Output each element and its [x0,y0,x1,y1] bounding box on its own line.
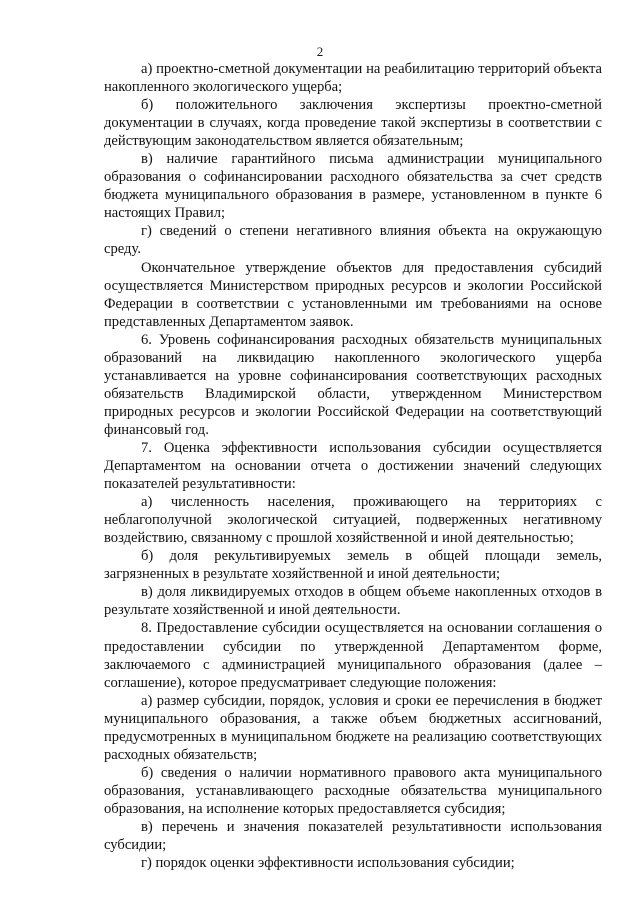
paragraph-8: 8. Предоставление субсидии осуществляется на основании соглашения о предоставлении субсидии по утвержденной Департаментом форме, заключаемого с администрацией муниципального образования (далее – соглашение), которое предусматривает следующие положения: [104,620,602,691]
paragraph-8v: в) перечень и значения показателей результативности использования субсидии; [104,818,602,854]
paragraph-6: 6. Уровень софинансирования расходных обязательств муниципальных образований на ликвидацию накопленного экологического ущерба устанавливается на уровне софинансирования соответствующих расходных обязательств Владимирской области, утвержденном Министерством природных ресурсов и экологии Российской Федерации на соответствующий финансовый год. [104,331,602,438]
paragraph-7a: а) численность населения, проживающего на территориях с неблагополучной экологической ситуацией, подверженных негативному воздействию, связанному с прошлой хозяйственной и иной деятельностью; [104,494,602,547]
paragraph-8a: а) размер субсидии, порядок, условия и сроки ее перечисления в бюджет муниципального образования, а также объем бюджетных ассигнований, предусмотренных в муниципальном бюджете на реализацию соответствующих расходных обязательств; [104,692,602,763]
paragraph-5a: а) проектно-сметной документации на реабилитацию территорий объекта накопленного экологического ущерба; [104,61,602,96]
paragraph-5g: г) сведений о степени негативного влияния объекта на окружающую среду. [104,223,602,258]
paragraph-8b: б) сведения о наличии нормативного правового акта муниципального образования, устанавливающего расходные обязательства муниципального образования, на исполнение которых предоставляется субсидия; [104,764,602,817]
page-number: 2 [316,44,324,59]
paragraph-approval: Окончательное утверждение объектов для предоставления субсидий осуществляется Министерством природных ресурсов и экологии Российской Федерации в соответствии с установленными им требованиями на основе представленных Департаментом заявок. [104,259,602,330]
paragraph-7b: б) доля рекультивируемых земель в общей площади земель, загрязненных в результате хозяйственной и иной деятельности; [104,548,602,583]
paragraph-5v: в) наличие гарантийного письма администрации муниципального образования о софинансировании расходного обязательства за счет средств бюджета муниципального образования в размере, установленном в пункте 6 настоящих Правил; [104,151,602,222]
paragraph-5b: б) положительного заключения экспертизы проектно-сметной документации в случаях, когда проведение такой экспертизы в соответствии с действующим законодательством является обязательным; [104,97,602,150]
document-body [104,60,602,872]
paragraph-8g: г) порядок оценки эффективности использования субсидии; [141,855,515,872]
paragraph-7: 7. Оценка эффективности использования субсидии осуществляется Департаментом на основании отчета о достижении значений следующих показателей результативности: [104,439,602,493]
paragraph-7v: в) доля ликвидируемых отходов в общем объеме накопленных отходов в результате хозяйственной и иной деятельности. [104,584,602,619]
